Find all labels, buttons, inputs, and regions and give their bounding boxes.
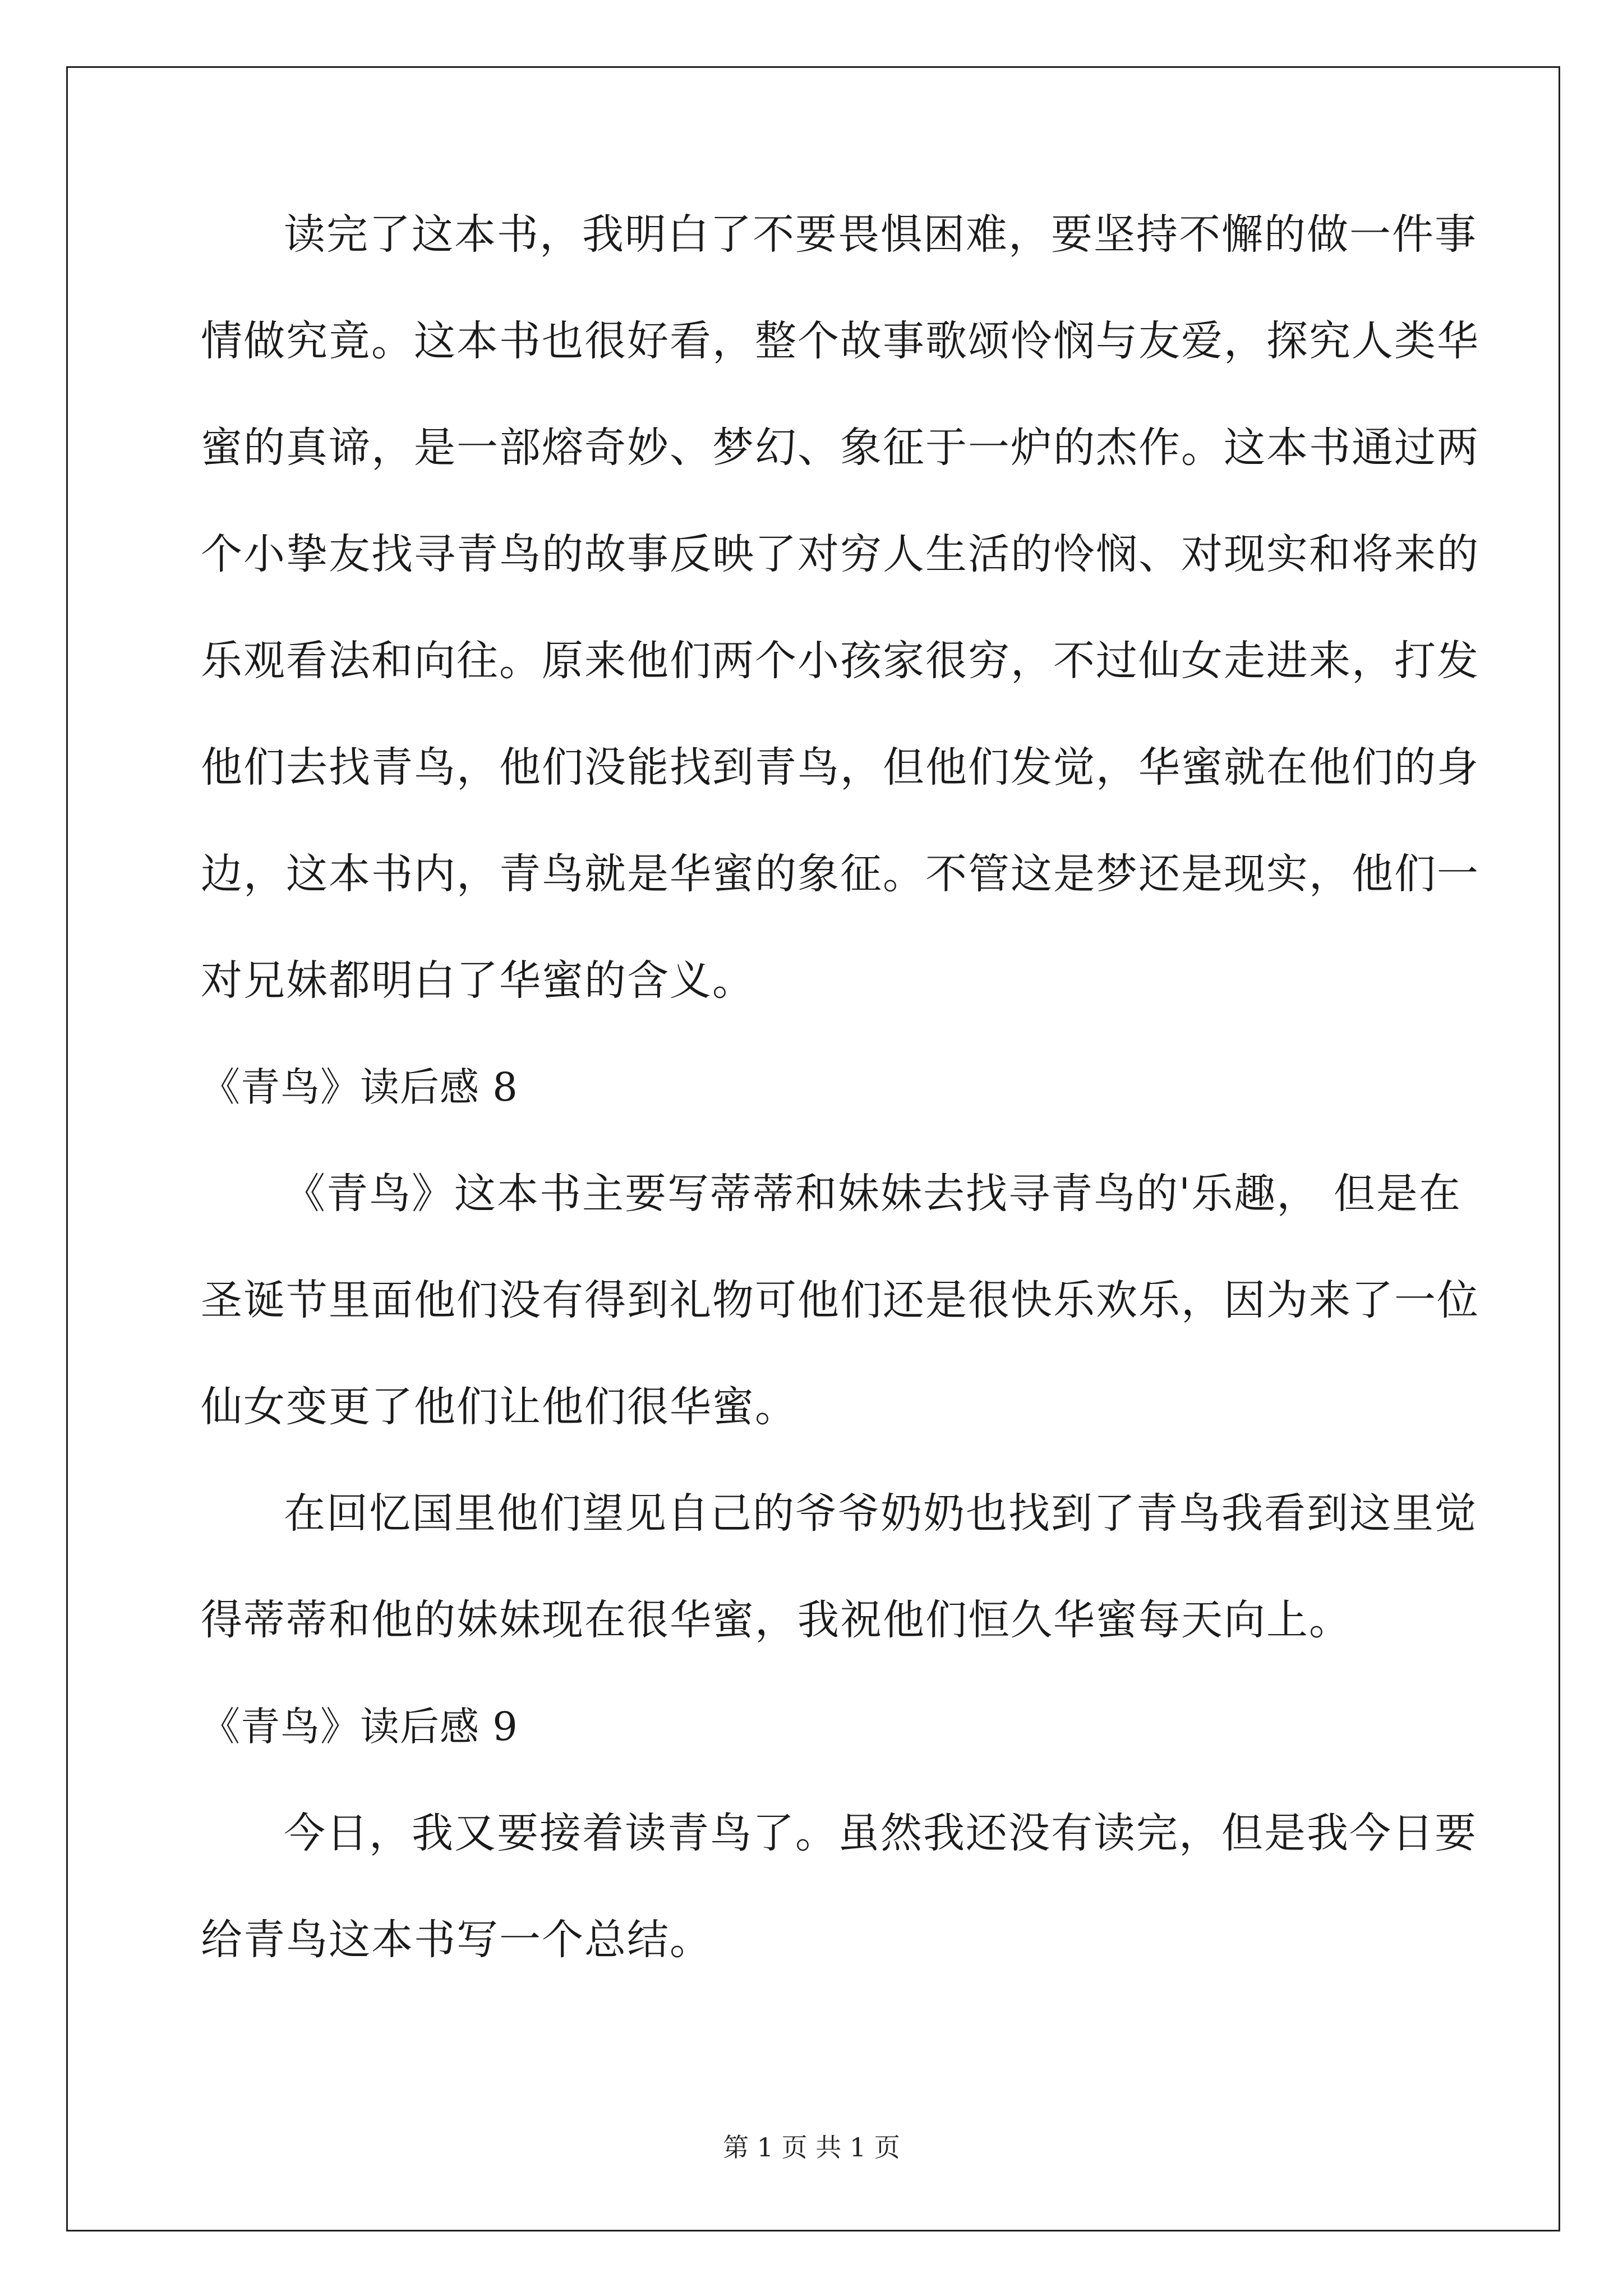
body-line: 仙女变更了他们让他们很华蜜。 [201, 1383, 797, 1431]
body-line: 《青鸟》这本书主要写蒂蒂和妹妹去找寻青鸟的'乐趣， 但是在 [284, 1170, 1461, 1218]
section-heading-8: 《青鸟》读后感 8 [201, 1064, 518, 1110]
body-line: 圣诞节里面他们没有得到礼物可他们还是很快乐欢乐，因为来了一位 [201, 1276, 1479, 1324]
body-line: 蜜的真谛，是一部熔奇妙、梦幻、象征于一炉的杰作。这本书通过两 [201, 424, 1479, 472]
body-line: 读完了这本书，我明白了不要畏惧困难，要坚持不懈的做一件事 [284, 210, 1477, 259]
body-line: 乐观看法和向往。原来他们两个小孩家很穷，不过仙女走进来，打发 [201, 637, 1479, 685]
body-line: 在回忆国里他们望见自己的爷爷奶奶也找到了青鸟我看到这里觉 [284, 1489, 1477, 1538]
body-line: 今日，我又要接着读青鸟了。虽然我还没有读完，但是我今日要 [284, 1809, 1477, 1857]
body-line: 情做究竟。这本书也很好看，整个故事歌颂怜悯与友爱，探究人类华 [201, 317, 1479, 365]
body-line: 得蒂蒂和他的妹妹现在很华蜜，我祝他们恒久华蜜每天向上。 [201, 1596, 1352, 1644]
document-body [201, 210, 1479, 2025]
page-number-footer: 第 1 页 共 1 页 [723, 2132, 900, 2162]
body-line: 对兄妹都明白了华蜜的含义。 [201, 956, 755, 1005]
body-line: 他们去找青鸟，他们没能找到青鸟，但他们发觉，华蜜就在他们的身 [201, 743, 1479, 792]
body-line: 给青鸟这本书写一个总结。 [201, 1916, 712, 1964]
body-line: 个小挚友找寻青鸟的故事反映了对穷人生活的怜悯、对现实和将来的 [201, 530, 1479, 578]
body-line: 边，这本书内，青鸟就是华蜜的象征。不管这是梦还是现实，他们一 [201, 850, 1479, 898]
section-heading-9: 《青鸟》读后感 9 [201, 1704, 518, 1750]
